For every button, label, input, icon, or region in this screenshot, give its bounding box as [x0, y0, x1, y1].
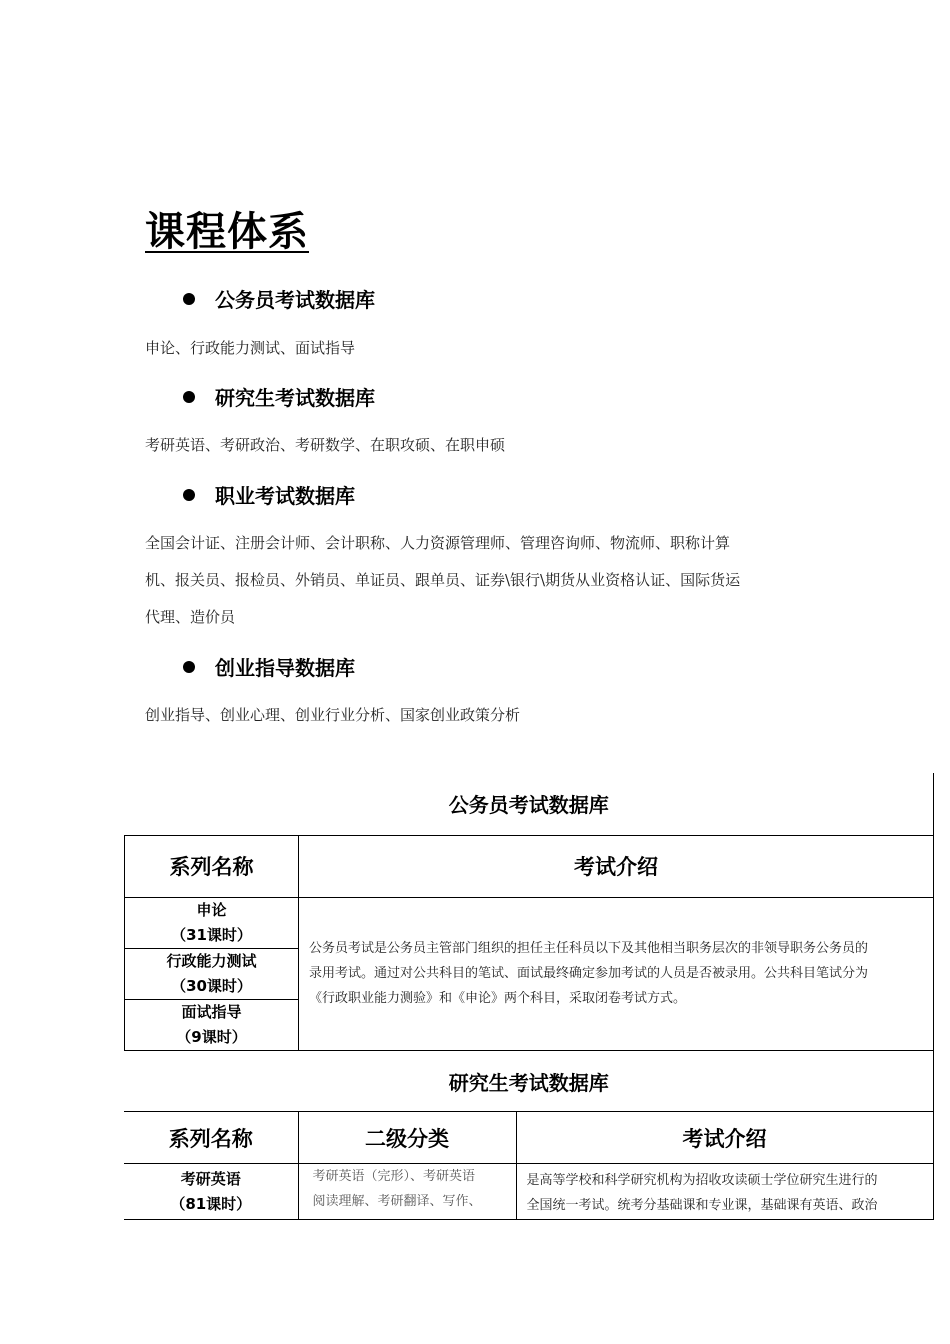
- section-text-startup: 创业指导、创业心理、创业行业分析、国家创业政策分析: [145, 706, 521, 724]
- civil-service-table: [124, 773, 934, 1112]
- section-heading-label: 创业指导数据库: [215, 656, 355, 680]
- col-header-series: 系列名称: [124, 1112, 298, 1164]
- bullet-icon: [183, 661, 195, 673]
- text-line: 机、报关员、报检员、外销员、单证员、跟单员、证券\银行\期货从业资格认证、国际货运: [145, 571, 741, 589]
- section-heading-label: 公务员考试数据库: [215, 288, 375, 312]
- col-header-intro: 考试介绍: [299, 835, 934, 897]
- series-hours: （30课时）: [171, 976, 252, 995]
- graduate-table: [124, 1111, 934, 1220]
- text-line: 代理、造价员: [145, 608, 236, 626]
- sub-line: 阅读理解、考研翻译、写作、: [312, 1194, 482, 1209]
- intro-line: 《行政职业能力测验》和《申论》两个科目，采取闭卷考试方式。: [309, 991, 687, 1006]
- section-heading-label: 研究生考试数据库: [215, 386, 375, 410]
- intro-cell: [299, 897, 934, 1050]
- series-hours: （9课时）: [176, 1027, 247, 1046]
- section-heading-civil-service: [183, 284, 375, 313]
- section-text-vocational: [145, 525, 825, 636]
- section-heading-startup: [183, 652, 355, 681]
- table-caption: 研究生考试数据库: [125, 1050, 934, 1112]
- section-text-civil-service: 申论、行政能力测试、面试指导: [145, 339, 356, 357]
- intro-line: 是高等学校和科学研究机构为招收攻读硕士学位研究生进行的: [526, 1173, 878, 1188]
- bullet-icon: [183, 489, 195, 501]
- subcategory-cell: [298, 1164, 516, 1220]
- col-header-series: 系列名称: [125, 835, 299, 897]
- series-cell: [124, 1164, 298, 1220]
- series-hours: （31课时）: [171, 925, 252, 944]
- intro-line: 公务员考试是公务员主管部门组织的担任主任科员以下及其他相当职务层次的非领导职务公务员的: [309, 941, 869, 956]
- section-text-graduate: 考研英语、考研政治、考研数学、在职攻硕、在职申硕: [145, 436, 506, 454]
- series-name: 考研英语: [180, 1169, 241, 1188]
- section-heading-vocational: [183, 480, 355, 509]
- bullet-icon: [183, 293, 195, 305]
- series-cell: [125, 897, 299, 948]
- intro-line: 录用考试。通过对公共科目的笔试、面试最终确定参加考试的人员是否被录用。公共科目笔试分为: [309, 966, 869, 981]
- series-cell: [125, 948, 299, 999]
- series-name: 面试指导: [181, 1002, 242, 1021]
- section-heading-label: 职业考试数据库: [215, 484, 355, 508]
- series-name: 申论: [196, 900, 227, 919]
- col-header-subcategory: 二级分类: [298, 1112, 516, 1164]
- table-caption: 公务员考试数据库: [125, 773, 934, 835]
- series-cell: [125, 999, 299, 1050]
- intro-cell: [516, 1164, 933, 1220]
- series-name: 行政能力测试: [166, 951, 257, 970]
- series-hours: （81课时）: [170, 1194, 252, 1213]
- text-line: 全国会计证、注册会计师、会计职称、人力资源管理师、管理咨询师、物流师、职称计算: [145, 534, 731, 552]
- sub-line: 考研英语（完形）、考研英语: [312, 1169, 476, 1184]
- intro-line: 全国统一考试。统考分基础课和专业课，基础课有英语、政治: [526, 1198, 878, 1213]
- page-title: 课程体系: [145, 208, 309, 255]
- bullet-icon: [183, 391, 195, 403]
- section-heading-graduate: [183, 382, 375, 411]
- col-header-intro: 考试介绍: [516, 1112, 933, 1164]
